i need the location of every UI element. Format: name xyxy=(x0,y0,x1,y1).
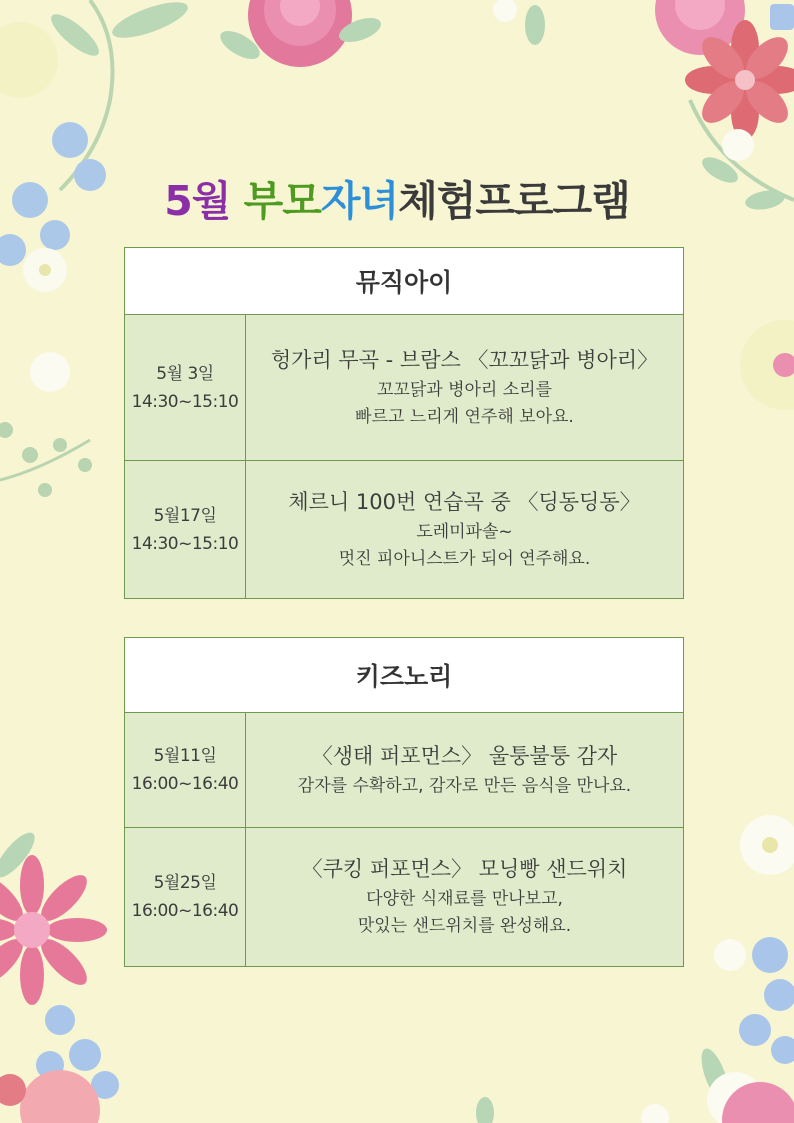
title-children: 자녀 xyxy=(320,177,399,225)
date-cell xyxy=(125,461,246,599)
title-month: 5월 xyxy=(164,177,231,225)
description-cell xyxy=(246,315,684,461)
title-parents: 부모 xyxy=(243,177,321,225)
session-time: 16:00~16:40 xyxy=(131,901,239,921)
session-detail: 감자를 수확하고, 감자로 만든 음식을 만나요. xyxy=(297,775,632,796)
session-time: 16:00~16:40 xyxy=(131,774,239,794)
program-table-music xyxy=(124,247,684,599)
session-title: 〈생태 퍼포먼스〉 울퉁불퉁 감자 xyxy=(311,743,618,768)
session-title: 체르니 100번 연습곡 중 〈딩동딩동〉 xyxy=(288,489,641,514)
date-cell xyxy=(125,713,246,828)
session-title: 〈쿠킹 퍼포먼스〉 모닝빵 샌드위치 xyxy=(301,857,628,881)
session-detail: 빠르고 느리게 연주해 보아요. xyxy=(355,406,574,427)
session-time: 14:30~15:10 xyxy=(131,533,239,554)
table-row xyxy=(125,461,684,599)
title-program: 체험프로그램 xyxy=(398,177,630,225)
table-row xyxy=(125,828,684,967)
description-cell xyxy=(246,461,684,599)
description-cell xyxy=(246,828,684,967)
session-date: 5월25일 xyxy=(153,873,217,893)
session-time: 14:30~15:10 xyxy=(131,391,239,412)
date-cell xyxy=(125,315,246,461)
session-detail: 도레미파솔~ xyxy=(416,521,513,542)
session-date: 5월11일 xyxy=(153,746,217,766)
table-row xyxy=(125,315,684,461)
description-cell xyxy=(246,713,684,828)
right-daisy-icon xyxy=(740,320,794,410)
section-heading: 뮤직아이 xyxy=(125,248,684,315)
session-date: 5월17일 xyxy=(153,505,217,526)
session-detail: 멋진 피아니스트가 되어 연주해요. xyxy=(338,548,591,569)
program-table-kids xyxy=(124,637,684,967)
session-title: 헝가리 무곡 - 브람스 〈꼬꼬닭과 병아리〉 xyxy=(270,347,659,372)
session-date: 5월 3일 xyxy=(156,363,214,384)
left-sprig-icon xyxy=(0,352,92,497)
top-rose-icon xyxy=(216,0,545,67)
session-detail: 꼬꼬닭과 병아리 소리를 xyxy=(376,379,553,400)
session-detail: 맛있는 샌드위치를 완성해요. xyxy=(357,916,572,936)
table-row xyxy=(125,713,684,828)
session-detail: 다양한 식재료를 만나보고, xyxy=(366,889,563,909)
section-heading: 키즈노리 xyxy=(125,638,684,713)
page-title xyxy=(0,168,794,227)
date-cell xyxy=(125,828,246,967)
